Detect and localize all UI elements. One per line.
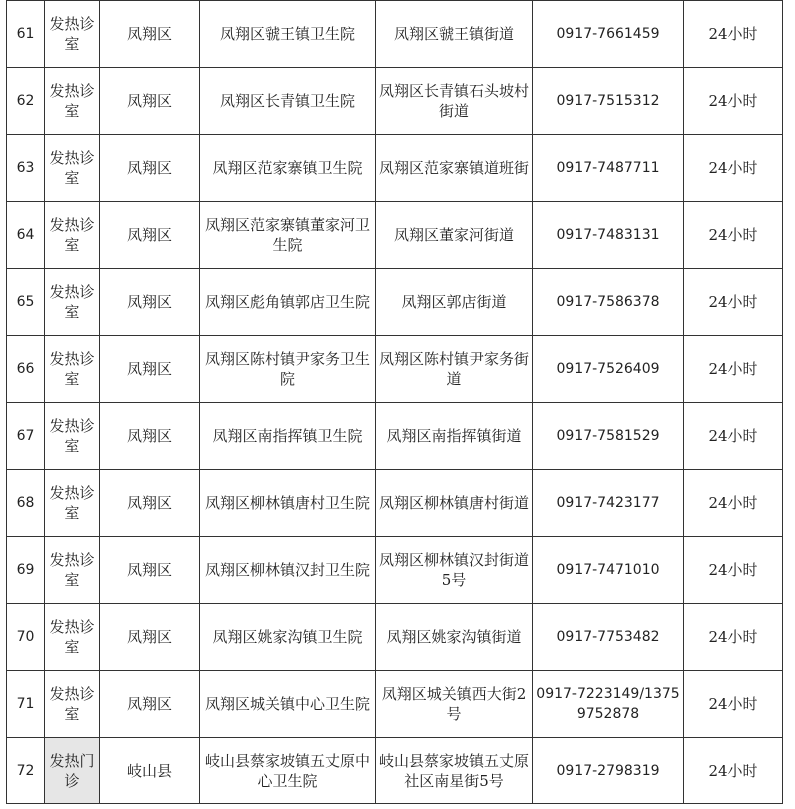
address: 凤翔区郭店街道 [376, 269, 533, 336]
row-number: 68 [7, 470, 45, 537]
phone-number: 0917-7483131 [533, 202, 684, 269]
address: 凤翔区柳林镇唐村街道 [376, 470, 533, 537]
district: 凤翔区 [100, 1, 200, 68]
institution-name: 凤翔区虢王镇卫生院 [200, 1, 376, 68]
address: 凤翔区董家河街道 [376, 202, 533, 269]
district: 凤翔区 [100, 537, 200, 604]
phone-number: 0917-7471010 [533, 537, 684, 604]
phone-number: 0917-7586378 [533, 269, 684, 336]
clinic-type: 发热诊室 [45, 68, 100, 135]
service-hours: 24小时 [684, 336, 783, 403]
table-row [7, 202, 783, 269]
district: 凤翔区 [100, 135, 200, 202]
clinic-type: 发热诊室 [45, 604, 100, 671]
district: 凤翔区 [100, 470, 200, 537]
institution-name: 凤翔区范家寨镇卫生院 [200, 135, 376, 202]
district: 凤翔区 [100, 403, 200, 470]
district: 凤翔区 [100, 604, 200, 671]
table-row [7, 68, 783, 135]
clinic-type: 发热诊室 [45, 336, 100, 403]
table-row [7, 470, 783, 537]
service-hours: 24小时 [684, 738, 783, 804]
institution-name: 凤翔区柳林镇汉封卫生院 [200, 537, 376, 604]
row-number: 71 [7, 671, 45, 738]
row-number: 64 [7, 202, 45, 269]
address: 凤翔区柳林镇汉封街道5号 [376, 537, 533, 604]
address: 凤翔区南指挥镇街道 [376, 403, 533, 470]
clinic-type: 发热诊室 [45, 671, 100, 738]
institution-name: 凤翔区柳林镇唐村卫生院 [200, 470, 376, 537]
institution-name: 凤翔区范家寨镇董家河卫生院 [200, 202, 376, 269]
table-row [7, 671, 783, 738]
address: 凤翔区长青镇石头坡村街道 [376, 68, 533, 135]
phone-number: 0917-7661459 [533, 1, 684, 68]
phone-number: 0917-7526409 [533, 336, 684, 403]
table-row [7, 1, 783, 68]
phone-number: 0917-7423177 [533, 470, 684, 537]
service-hours: 24小时 [684, 135, 783, 202]
table-row [7, 604, 783, 671]
phone-number: 0917-7753482 [533, 604, 684, 671]
address: 凤翔区城关镇西大街2号 [376, 671, 533, 738]
service-hours: 24小时 [684, 604, 783, 671]
clinic-type: 发热诊室 [45, 470, 100, 537]
clinic-type: 发热诊室 [45, 537, 100, 604]
institution-name: 凤翔区南指挥镇卫生院 [200, 403, 376, 470]
fever-clinic-table [6, 0, 783, 804]
service-hours: 24小时 [684, 537, 783, 604]
service-hours: 24小时 [684, 671, 783, 738]
row-number: 63 [7, 135, 45, 202]
phone-number: 0917-7581529 [533, 403, 684, 470]
clinic-type: 发热门诊 [45, 738, 100, 804]
table-row [7, 336, 783, 403]
institution-name: 凤翔区长青镇卫生院 [200, 68, 376, 135]
clinic-type: 发热诊室 [45, 1, 100, 68]
phone-number: 0917-7223149/13759752878 [533, 671, 684, 738]
address: 凤翔区姚家沟镇街道 [376, 604, 533, 671]
service-hours: 24小时 [684, 269, 783, 336]
table-row [7, 738, 783, 804]
institution-name: 凤翔区城关镇中心卫生院 [200, 671, 376, 738]
address: 凤翔区范家寨镇道班街 [376, 135, 533, 202]
row-number: 66 [7, 336, 45, 403]
table-row [7, 537, 783, 604]
row-number: 70 [7, 604, 45, 671]
clinic-type: 发热诊室 [45, 403, 100, 470]
service-hours: 24小时 [684, 68, 783, 135]
service-hours: 24小时 [684, 470, 783, 537]
row-number: 61 [7, 1, 45, 68]
institution-name: 凤翔区姚家沟镇卫生院 [200, 604, 376, 671]
district: 岐山县 [100, 738, 200, 804]
row-number: 67 [7, 403, 45, 470]
service-hours: 24小时 [684, 202, 783, 269]
phone-number: 0917-2798319 [533, 738, 684, 804]
row-number: 65 [7, 269, 45, 336]
address: 凤翔区陈村镇尹家务街道 [376, 336, 533, 403]
phone-number: 0917-7515312 [533, 68, 684, 135]
institution-name: 岐山县蔡家坡镇五丈原中心卫生院 [200, 738, 376, 804]
row-number: 62 [7, 68, 45, 135]
clinic-type: 发热诊室 [45, 269, 100, 336]
district: 凤翔区 [100, 671, 200, 738]
clinic-type: 发热诊室 [45, 135, 100, 202]
table-row [7, 403, 783, 470]
row-number: 69 [7, 537, 45, 604]
table-row [7, 269, 783, 336]
institution-name: 凤翔区彪角镇郭店卫生院 [200, 269, 376, 336]
clinic-type: 发热诊室 [45, 202, 100, 269]
service-hours: 24小时 [684, 1, 783, 68]
row-number: 72 [7, 738, 45, 804]
institution-name: 凤翔区陈村镇尹家务卫生院 [200, 336, 376, 403]
phone-number: 0917-7487711 [533, 135, 684, 202]
district: 凤翔区 [100, 336, 200, 403]
table-row [7, 135, 783, 202]
district: 凤翔区 [100, 68, 200, 135]
district: 凤翔区 [100, 202, 200, 269]
district: 凤翔区 [100, 269, 200, 336]
address: 凤翔区虢王镇街道 [376, 1, 533, 68]
service-hours: 24小时 [684, 403, 783, 470]
address: 岐山县蔡家坡镇五丈原社区南星街5号 [376, 738, 533, 804]
